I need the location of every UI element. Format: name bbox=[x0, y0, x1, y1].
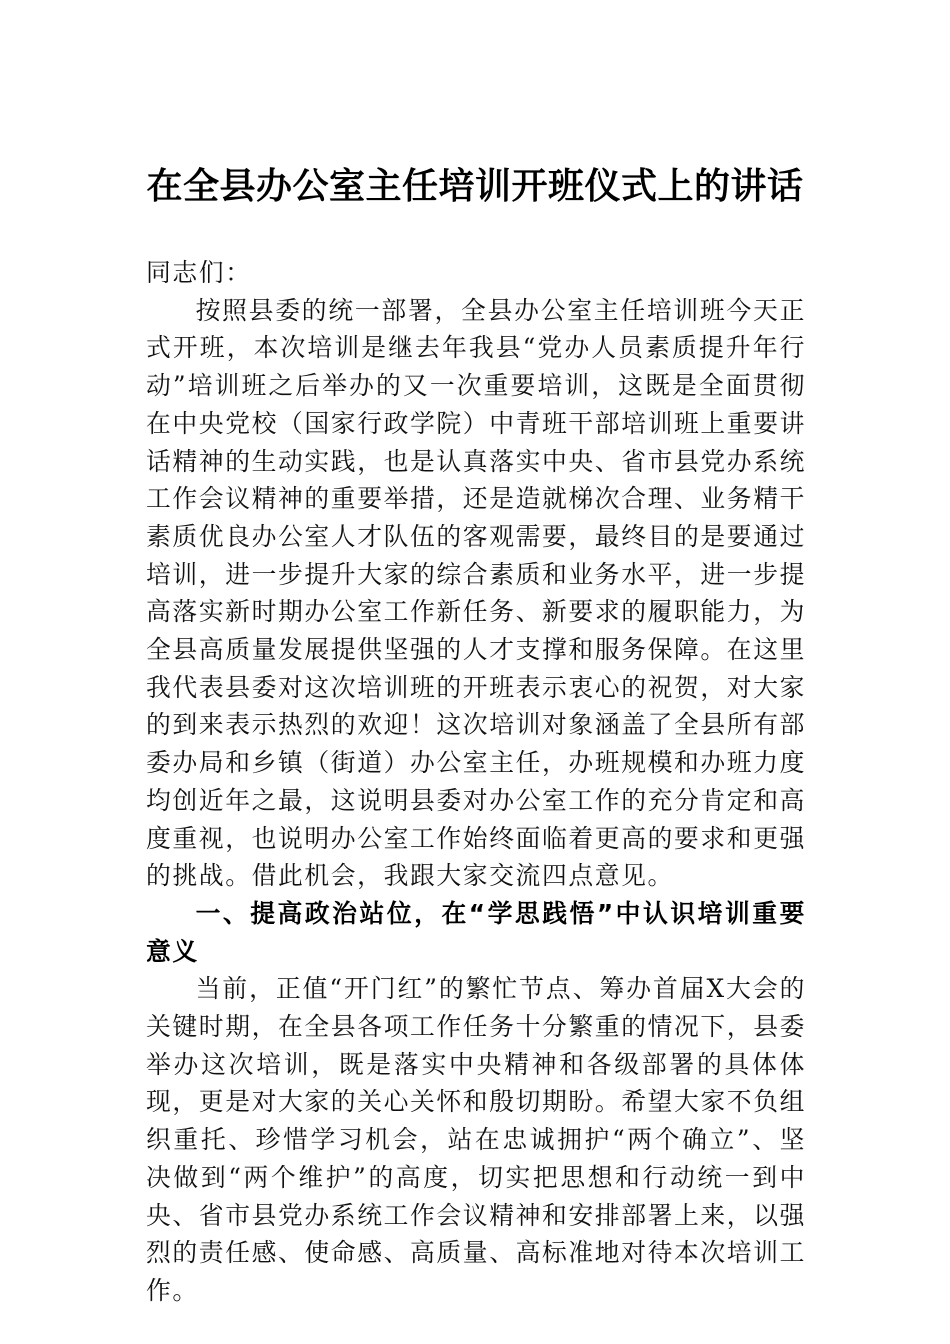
salutation: 同志们： bbox=[146, 258, 252, 287]
document-title: 在全县办公室主任培训开班仪式上的讲话 bbox=[146, 165, 804, 207]
section-heading-1: 一、提高政治站位，在“学思践悟”中认识培训重要意义 bbox=[146, 898, 806, 966]
document-body bbox=[146, 254, 806, 1310]
paragraph-1: 按照县委的统一部署，全县办公室主任培训班今天正式开班，本次培训是继去年我县“党办人员素质提升年行动”培训班之后举办的又一次重要培训，这既是全面贯彻在中央党校（国家行政学院）中青班干部培训班上重要讲话精神的生动实践，也是认真落实中央、省市县党办系统工作会议精神的重要举措，还是造就梯次合理、业务精干素质优良办公室人才队伍的客观需要，最终目的是要通过培训，进一步提升大家的综合素质和业务水平，进一步提高落实新时期办公室工作新任务、新要求的履职能力，为全县高质量发展提供坚强的人才支撑和服务保障。在这里我代表县委对这次培训班的开班表示衷心的祝贺，对大家的到来表示热烈的欢迎！这次培训对象涵盖了全县所有部委办局和乡镇（街道）办公室主任，办班规模和办班力度均创近年之最，这说明县委对办公室工作的充分肯定和高度重视，也说明办公室工作始终面临着更高的要求和更强的挑战。借此机会，我跟大家交流四点意见。 bbox=[146, 295, 806, 891]
paragraph-2: 当前，正值“开门红”的繁忙节点、筹办首届X大会的关键时期，在全县各项工作任务十分繁重的情况下，县委举办这次培训，既是落实中央精神和各级部署的具体体现，更是对大家的关心关怀和殷切期盼。希望大家不负组织重托、珍惜学习机会，站在忠诚拥护“两个确立”、坚决做到“两个维护”的高度，切实把思想和行动统一到中央、省市县党办系统工作会议精神和安排部署上来，以强烈的责任感、使命感、高质量、高标准地对待本次培训工作。 bbox=[146, 974, 806, 1305]
